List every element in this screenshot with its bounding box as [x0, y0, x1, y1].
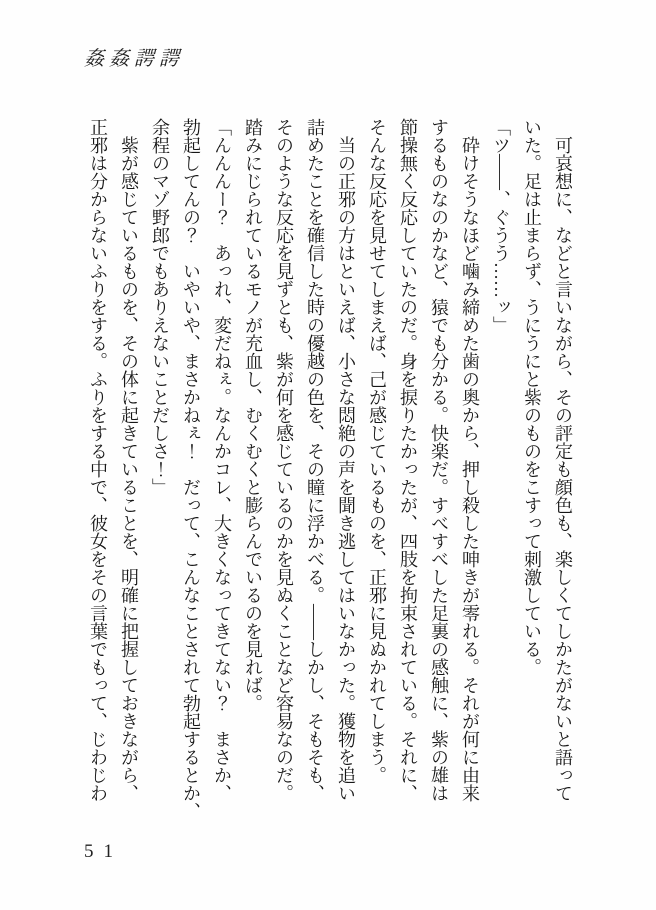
- text-line: 余程のマゾ野郎でもありえないことだしさ！」: [150, 118, 170, 496]
- text-line: 節操無く反応していたのだ。身を捩りたかったが、四肢を拘束されている。それに、: [398, 118, 418, 802]
- text-line: 勃起してんの？ いやいや、まさかねぇ！ だって、こんなことされて勃起するとか、: [181, 118, 201, 820]
- text-line: 砕けそうなほど噛み締めた歯の奥から、押し殺した呻きが零れる。それが何に由来: [460, 118, 480, 802]
- text-line: 紫が感じているものを、その体に起きていることを、明確に把握しておきながら、: [119, 118, 139, 802]
- text-line: いた。足は止まらず、うにうにと紫のものをこすって刺激している。: [522, 118, 542, 676]
- text-line: 当の正邪の方はといえば、小さな悶絶の声を聞き逃してはいなかった。獲物を追い: [336, 118, 356, 802]
- text-line: 詰めたことを確信した時の優越の色を、その瞳に浮かべる。――しかし、そもそも、: [305, 118, 325, 802]
- text-line: 可哀想に、などと言いながら、その評定も顔色も、楽しくてしかたがないと語って: [553, 118, 573, 802]
- running-header-title: 姦姦諤諤: [84, 48, 184, 70]
- text-line: そのような反応を見ずとも、紫が何を感じているのかを見ぬくことなど容易なのだ。: [274, 118, 294, 802]
- main-text-block: [82, 118, 578, 854]
- text-line: そんな反応を見せてしまえば、己が感じているものを、正邪に見ぬかれてしまう。: [367, 118, 387, 784]
- text-line: 「んんんー？ あっれ、変だねぇ。なんかコレ、大きくなってきてない？ まさか、: [212, 118, 232, 802]
- page-number: 51: [84, 841, 123, 862]
- text-line: するものなのかなど、猿でも分かる。快楽だ。すべすべした足裏の感触に、紫の雄は: [429, 118, 449, 802]
- text-line: 「ツ――、ぐうう……ッ」: [491, 118, 511, 334]
- text-line: 踏みにじられているモノが充血し、むくむくと膨らんでいるのを見れば。: [243, 118, 263, 712]
- text-line: 正邪は分からないふりをする。ふりをする中で、彼女をその言葉でもって、じわじわ: [88, 118, 108, 802]
